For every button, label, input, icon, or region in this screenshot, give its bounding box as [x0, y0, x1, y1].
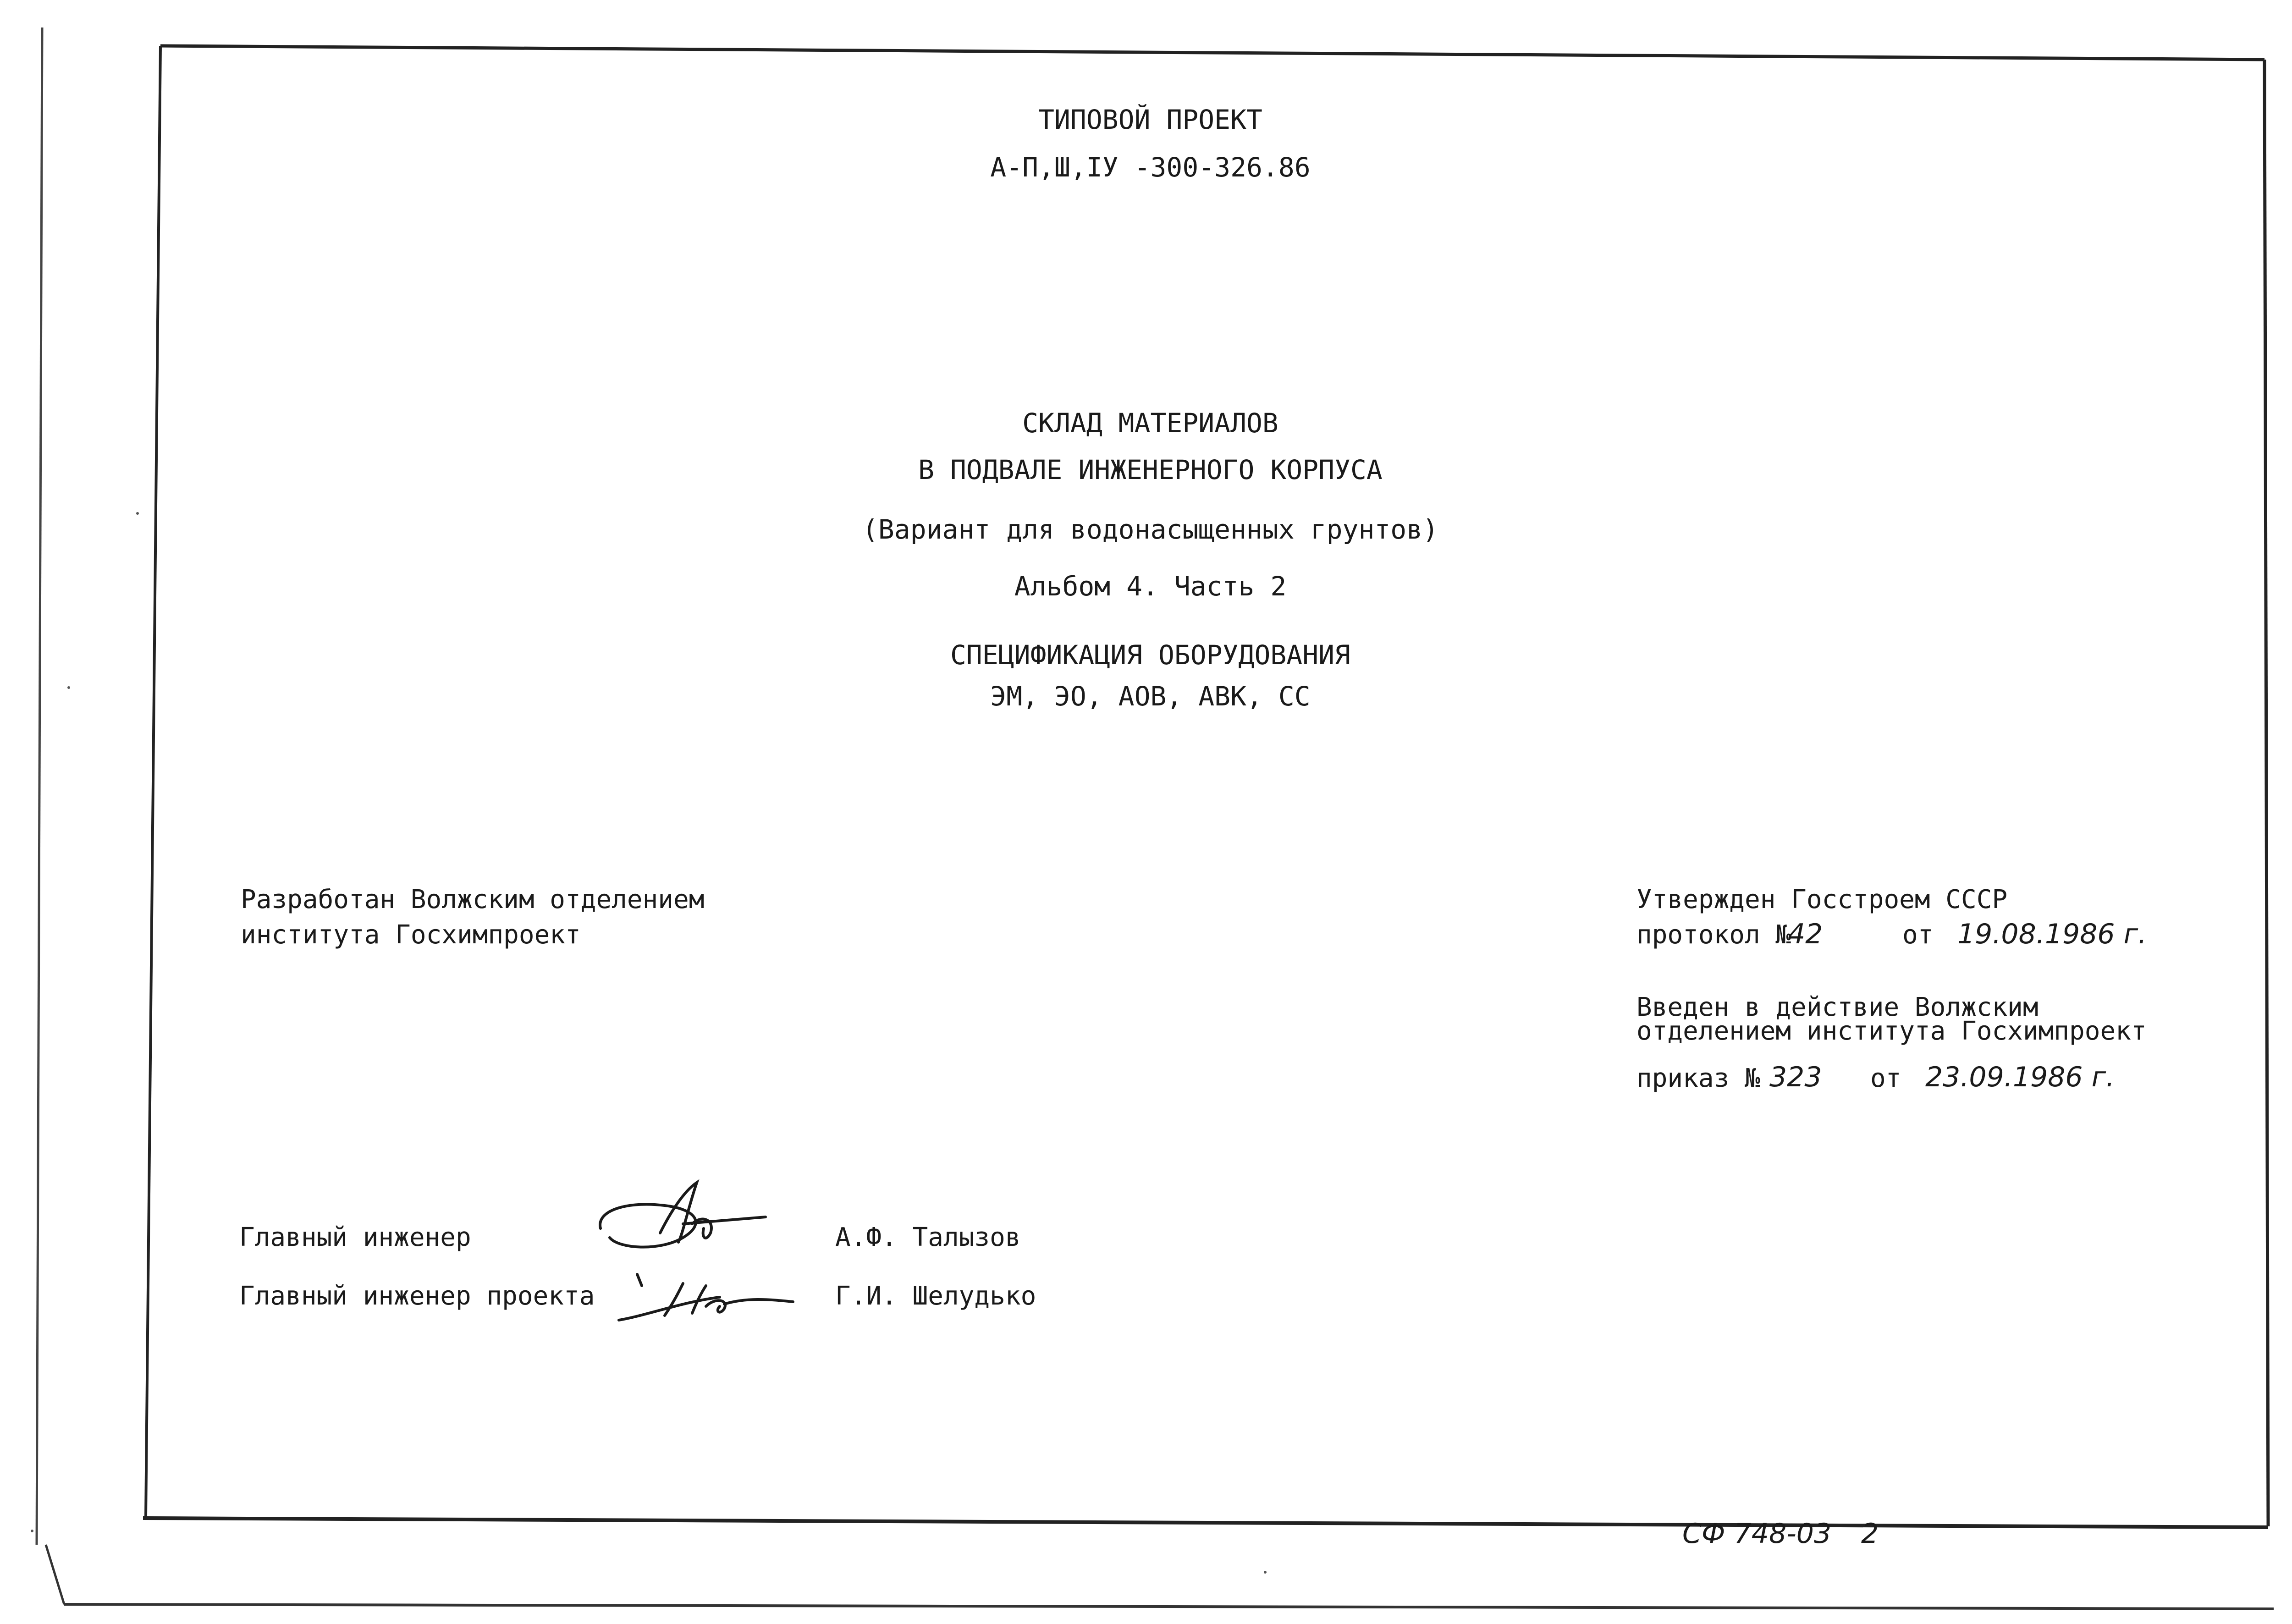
signature-role-2: Главный инженер проекта	[239, 1281, 595, 1311]
signature-mark-1	[591, 1173, 784, 1265]
approval-line-1: Утвержден Госстроем СССР	[1636, 885, 2008, 914]
order-label: приказ №	[1636, 1063, 1760, 1093]
footer-code: СФ 748-03	[1682, 1518, 1832, 1550]
project-type: ТИПОВОЙ ПРОЕКТ	[1038, 104, 1262, 135]
enacted-line-1: Введен в действие Волжским	[1636, 992, 2039, 1022]
project-code: А-П,Ш,IУ -300-326.86	[990, 152, 1311, 183]
footer-sheet-number: 2	[1861, 1518, 1879, 1550]
protocol-date: 19.08.1986 г.	[1957, 918, 2147, 950]
protocol-date-label: от	[1902, 920, 1934, 950]
signature-role-1: Главный инженер	[239, 1222, 471, 1252]
protocol-number: 42	[1788, 918, 1823, 950]
developer-line-2: института Госхимпроект	[241, 920, 581, 950]
order-date: 23.09.1986 г.	[1925, 1061, 2115, 1093]
signature-mark-2	[610, 1265, 802, 1334]
title-variant: (Вариант для водонасыщенных грунтов)	[862, 514, 1439, 545]
title-line-2: В ПОДВАЛЕ ИНЖЕНЕРНОГО КОРПУСА	[918, 454, 1383, 485]
order-number: 323	[1769, 1061, 1822, 1093]
spec-title: СПЕЦИФИКАЦИЯ ОБОРУДОВАНИЯ	[950, 639, 1350, 671]
developer-line-1: Разработан Волжским отделением	[241, 885, 705, 914]
signature-name-1: А.Ф. Талызов	[835, 1222, 1021, 1252]
signature-name-2: Г.И. Шелудько	[835, 1281, 1036, 1311]
protocol-label: протокол №	[1636, 920, 1791, 950]
order-date-label: от	[1870, 1063, 1901, 1093]
title-line-1: СКЛАД МАТЕРИАЛОВ	[1022, 407, 1278, 439]
album-part: Альбом 4. Часть 2	[1014, 571, 1287, 602]
spec-sections: ЭМ, ЭО, АОВ, АВК, СС	[990, 681, 1311, 712]
enacted-line-2: отделением института Госхимпроект	[1636, 1016, 2147, 1046]
